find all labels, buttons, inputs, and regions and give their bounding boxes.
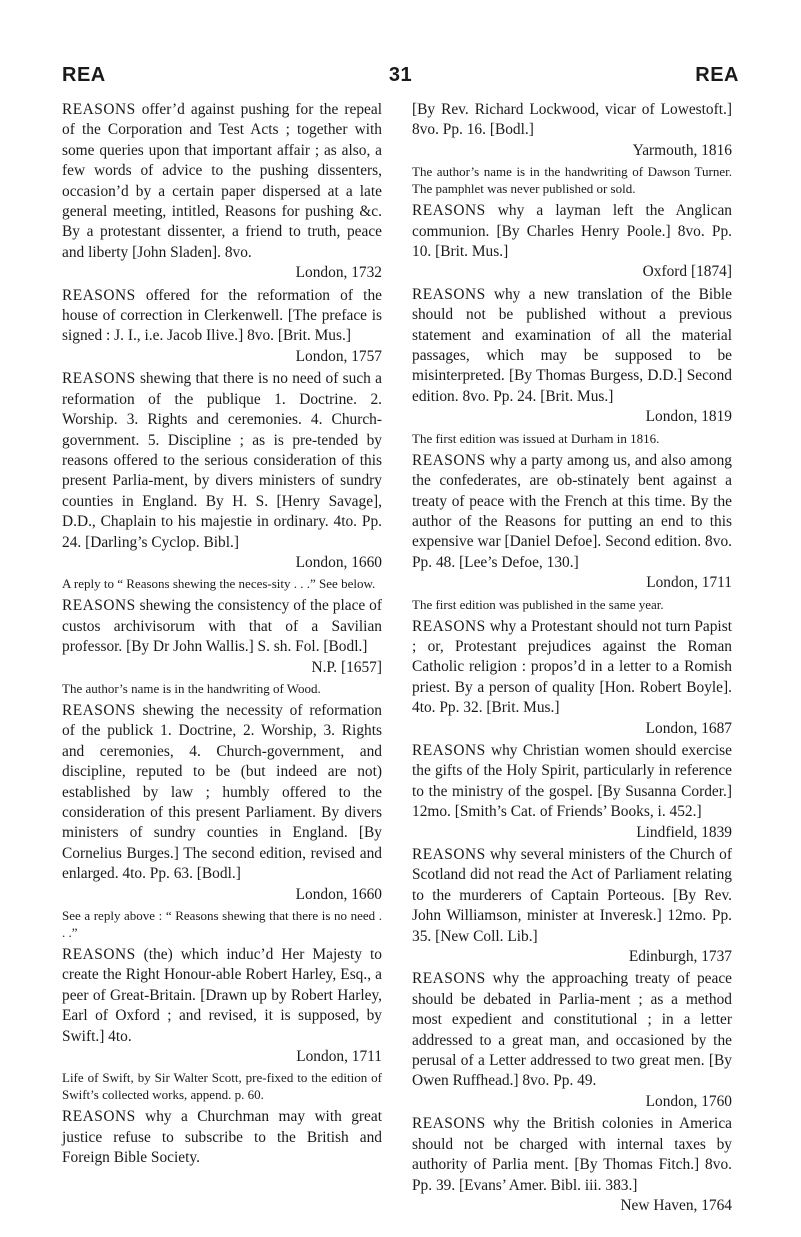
entry-headword: REASONS [62, 370, 136, 388]
entry-text: shewing the necessity of reformation of the publick 1. Doctrine, 2. Worship, 3. Rights and ceremonies, 4. Church-government, and discipline, reputed to be (but indeed are not) established by law ; humbly offered to the consideration of this present Parliament. By divers ministers of sundry counties in England. [By Cornelius Burges.] The second edition, revised and enlarged. 4to. Pp. 63. [Bodl.] [62, 701, 382, 883]
entry-note: The first edition was issued at Durham in 1816. [412, 430, 660, 446]
left-column [62, 100, 382, 1171]
bibliography-entry [412, 741, 732, 843]
entry-imprint: Edinburgh, 1737 [628, 948, 732, 966]
bibliography-entry [412, 285, 732, 428]
entry-text: why a Churchman may with great justice refuse to subscribe to the British and Foreign Bible Society. [62, 1108, 382, 1167]
entry-headword: REASONS [412, 741, 486, 759]
entry-text: why a Protestant should not turn Papist ; or, Protestant prejudices against the Roman Catholic religion : propos’d in a letter to a Romish priest. By a person of quality [Hon. Robert Boyle]. 4to. Pp. 32. [Brit. Mus.] [412, 617, 732, 717]
entry-text: why a party among us, and also among the confederates, are ob-stinately bent against a treaty of peace with the French at this time. By the author of the Reasons for putting an end to this expensive war [Daniel Defoe]. Second edition. 8vo. Pp. 48. [Lee’s Defoe, 130.] [412, 451, 732, 571]
entry-imprint: New Haven, 1764 [620, 1196, 732, 1214]
header-left: REA [62, 64, 106, 86]
bibliography-entry [62, 1107, 382, 1168]
entry-headword: REASONS [412, 617, 486, 635]
entry-text: why the approaching treaty of peace should be debated in Parlia-ment ; as a method most expedient and constitutional ; in a letter addressed to a great man, and occasioned by the perusal of a Letter addressed to two great men. [By Owen Ruffhead.] 8vo. Pp. 49. [412, 970, 732, 1090]
entry-text: offered for the reformation of the house of correction in Clerkenwell. [The preface is signed : J. I., i.e. Jacob Ilive.] 8vo. [Brit. Mus.] [62, 286, 382, 345]
entry-note: A reply to “ Reasons shewing the neces-sity . . .” See below. [62, 576, 376, 592]
entry-headword: REASONS [62, 286, 136, 304]
entry-imprint: London, 1687 [645, 719, 732, 737]
entry-headword: REASONS [62, 1108, 136, 1126]
entry-text: shewing the consistency of the place of custos archivisorum with that of a Savilian professor. [By Dr John Wallis.] S. sh. Fol. [Bodl.] [62, 597, 382, 656]
entry-text: why several ministers of the Church of Scotland did not read the Act of Parliament relating to the murderers of Captain Porteous. [By Rev. John Williamson, minister at Inveresk.] 12mo. Pp. 35. [New Coll. Lib.] [412, 846, 732, 945]
entry-imprint: London, 1732 [295, 264, 382, 282]
entry-headword: REASONS [412, 846, 486, 863]
entry-note: The author’s name is in the handwriting of Wood. [62, 680, 321, 696]
bibliography-entry [412, 201, 732, 283]
entry-text: [By Rev. Richard Lockwood, vicar of Lowestoft.] 8vo. Pp. 16. [Bodl.] [412, 101, 732, 139]
entry-imprint: Lindfield, 1839 [636, 823, 732, 841]
entry-headword: REASONS [412, 1115, 486, 1133]
bibliography-entry [412, 1114, 732, 1216]
entry-note: The first edition was published in the same year. [412, 596, 664, 612]
bibliography-entry [62, 596, 382, 678]
entry-note: Life of Swift, by Sir Walter Scott, pre-fixed to the edition of Swift’s collected works, append. p. 60. [62, 1070, 382, 1103]
entry-text: why a new translation of the Bible should not be published without a previous statement and examination of all the material passages, which may be supposed to be misinterpreted. [By Thomas Burgess, D.D.] Second edition. 8vo. Pp. 24. [Brit. Mus.] [412, 285, 732, 405]
entry-imprint: London, 1711 [646, 574, 732, 592]
page-number: 31 [388, 64, 413, 86]
entry-note: See a reply above : “ Reasons shewing that there is no need . . .” [62, 908, 382, 941]
entry-headword: REASONS [62, 597, 136, 615]
bibliography-entry [412, 100, 732, 161]
entry-headword: REASONS [412, 285, 486, 303]
entry-imprint: Oxford [1874] [642, 263, 732, 281]
entry-imprint: London, 1757 [295, 347, 382, 365]
entry-text: shewing that there is no need of such a reformation of the publique 1. Doctrine. 2. Worship. 3. Rights and ceremonies. 4. Church-government. 5. Discipline ; as is pre-tended by reasons offered to the serious consideration of this present Parlia-ment, by divers ministers of sundry counties in England. By H. S. [Henry Savage], D.D., Chaplain to his majestie in ordinary. 4to. Pp. 24. [Darling’s Cyclop. Bibl.] [62, 370, 382, 551]
entry-headword: REASONS [62, 701, 136, 719]
bibliography-entry [412, 617, 732, 739]
entry-imprint: Yarmouth, 1816 [632, 141, 732, 159]
right-column [412, 100, 732, 1218]
bibliography-entry [412, 845, 732, 967]
running-header [62, 64, 739, 88]
entry-headword: REASONS [412, 970, 486, 988]
bibliography-entry [62, 369, 382, 573]
bibliography-entry [412, 451, 732, 594]
entry-imprint: London, 1760 [645, 1092, 732, 1110]
entry-imprint: N.P. [1657] [311, 658, 382, 676]
bibliography-entry [412, 969, 732, 1112]
header-right: REA [695, 64, 739, 86]
entry-headword: REASONS [412, 451, 486, 469]
entry-text: why Christian women should exercise the gifts of the Holy Spirit, particularly in reference to the ministry of the gospel. [By Susanna Corder.] 12mo. [Smith’s Cat. of Friends’ Books, i. 452.] [412, 741, 732, 821]
entry-headword: REASONS [62, 101, 136, 118]
entry-text: why the British colonies in America should not be charged with internal taxes by authority of Parlia ment. [By Thomas Fitch.] 8vo. Pp. 39. [Evans’ Amer. Bibl. iii. 383.] [412, 1115, 732, 1194]
bibliography-entry [62, 945, 382, 1067]
bibliography-entry [62, 100, 382, 284]
entry-imprint: London, 1711 [296, 1048, 382, 1066]
entry-headword: REASONS [412, 202, 486, 220]
entry-imprint: London, 1819 [645, 408, 732, 426]
entry-note: The author’s name is in the handwriting of Dawson Turner. The pamphlet was never published or sold. [412, 164, 732, 197]
entry-text: (the) which induc’d Her Majesty to create the Right Honour-able Robert Harley, Esq., a peer of Great-Britain. [Drawn up by Robert Harley, Earl of Oxford ; and revised, it is supposed, by Swift.] 4to. [62, 946, 382, 1045]
entry-text: offer’d against pushing for the repeal of the Corporation and Test Acts ; together with some queries upon that important affair ; as also, a few words of advice to the pushing dissenters, occasion’d by a certain paper dispersed at a late general meeting, intitled, Reasons for pushing &c. By a protestant dissenter, a friend to truth, peace and liberty [John Sladen]. 8vo. [62, 101, 382, 261]
entry-imprint: London, 1660 [295, 553, 382, 571]
bibliography-entry [62, 701, 382, 905]
entry-text: why a layman left the Anglican communion. [By Charles Henry Poole.] 8vo. Pp. 10. [Brit. Mus.] [412, 202, 732, 261]
entry-imprint: London, 1660 [295, 885, 382, 903]
bibliography-entry [62, 286, 382, 368]
entry-headword: REASONS [62, 946, 136, 964]
